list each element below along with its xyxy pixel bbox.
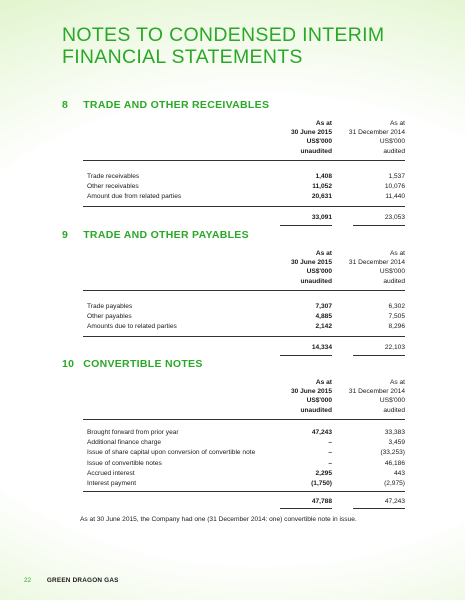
page-title-line-2: FINANCIAL STATEMENTS [62,46,303,68]
table-header [83,378,405,424]
header-cell: As at [389,379,405,386]
header-cell: As at [315,120,332,127]
section-heading-8 [62,99,269,113]
column-header-2014 [315,119,405,156]
section-heading-9 [62,229,249,243]
header-cell: unaudited [300,406,332,414]
header-cell: US$'000 [379,268,405,276]
section-title: CONVERTIBLE NOTES [83,358,203,370]
header-cell: 30 June 2015 [290,129,332,137]
convertible-note-remark: As at 30 June 2015, the Company had one (31 December 2014: one) convertible note in issue. [80,516,357,523]
table-row: Issue of convertible notes – 46,186 [87,459,405,467]
total-underline [353,355,405,356]
section-number: 8 [62,99,69,111]
table-row: Issue of share capital upon conversion of convertible note – (33,253) [87,449,405,457]
header-cell: As at [389,250,405,257]
table-row: Other receivables 11,052 10,076 [87,183,405,191]
section-title: TRADE AND OTHER PAYABLES [83,229,249,241]
subtotal-rule [83,206,405,207]
subtotal-rule [83,336,405,337]
header-cell: As at [315,379,332,386]
header-cell: US$'000 [379,138,405,146]
header-cell: As at [389,120,405,127]
page-footer [24,577,119,584]
header-cell: audited [383,406,405,414]
header-rule [83,160,405,161]
column-header-2014 [315,378,405,415]
header-cell: US$'000 [379,397,405,405]
header-cell: audited [383,147,405,155]
header-cell: US$'000 [306,138,332,146]
header-cell: US$'000 [306,397,332,405]
convertible-notes-table [83,378,405,512]
header-cell: audited [383,277,405,285]
table-row: Brought forward from prior year 47,243 33,383 [87,429,405,436]
table-header [83,249,405,295]
header-cell: 30 June 2015 [290,388,332,396]
company-name: GREEN DRAGON GAS [46,577,119,584]
payables-table [83,249,405,358]
section-title: TRADE AND OTHER RECEIVABLES [83,99,270,111]
header-cell: US$'000 [306,268,332,276]
page-number: 22 [24,577,32,584]
table-row: Amounts due to related parties 2,142 8,296 [87,323,405,331]
table-row: Other payables 4,885 7,505 [87,313,405,321]
table-row: Interest payment (1,750) (2,975) [87,479,405,487]
header-cell: 31 December 2014 [348,388,405,396]
table-header [83,119,405,165]
header-cell: unaudited [300,147,332,155]
table-row: Amount due from related parties 20,631 11,440 [87,193,405,201]
header-rule [83,290,405,291]
total-row: 14,334 22,103 [311,343,405,351]
header-rule [83,419,405,420]
receivables-table [83,119,405,228]
table-row: Trade payables 7,307 6,302 [87,303,405,310]
total-underline [280,355,332,356]
header-cell: 31 December 2014 [348,259,405,267]
subtotal-rule [83,491,405,492]
total-underline [353,225,405,226]
page-title [62,24,442,68]
header-cell: unaudited [300,277,332,285]
table-row: Trade receivables 1,408 1,537 [87,173,405,180]
total-row: 47,788 47,243 [311,498,405,506]
total-underline [353,508,405,509]
page-title-line-1: NOTES TO CONDENSED INTERIM [62,24,385,46]
total-row: 33,091 23,053 [311,213,405,221]
header-cell: 31 December 2014 [348,129,405,137]
column-header-2014 [315,249,405,286]
header-cell: As at [315,250,332,257]
section-number: 10 [62,358,75,370]
total-underline [280,508,332,509]
total-underline [280,225,332,226]
section-number: 9 [62,229,69,241]
header-cell: 30 June 2015 [290,259,332,267]
table-row: Accrued interest 2,295 443 [87,469,405,477]
table-row: Additional finance charge – 3,459 [87,439,405,447]
section-heading-10 [62,358,203,372]
